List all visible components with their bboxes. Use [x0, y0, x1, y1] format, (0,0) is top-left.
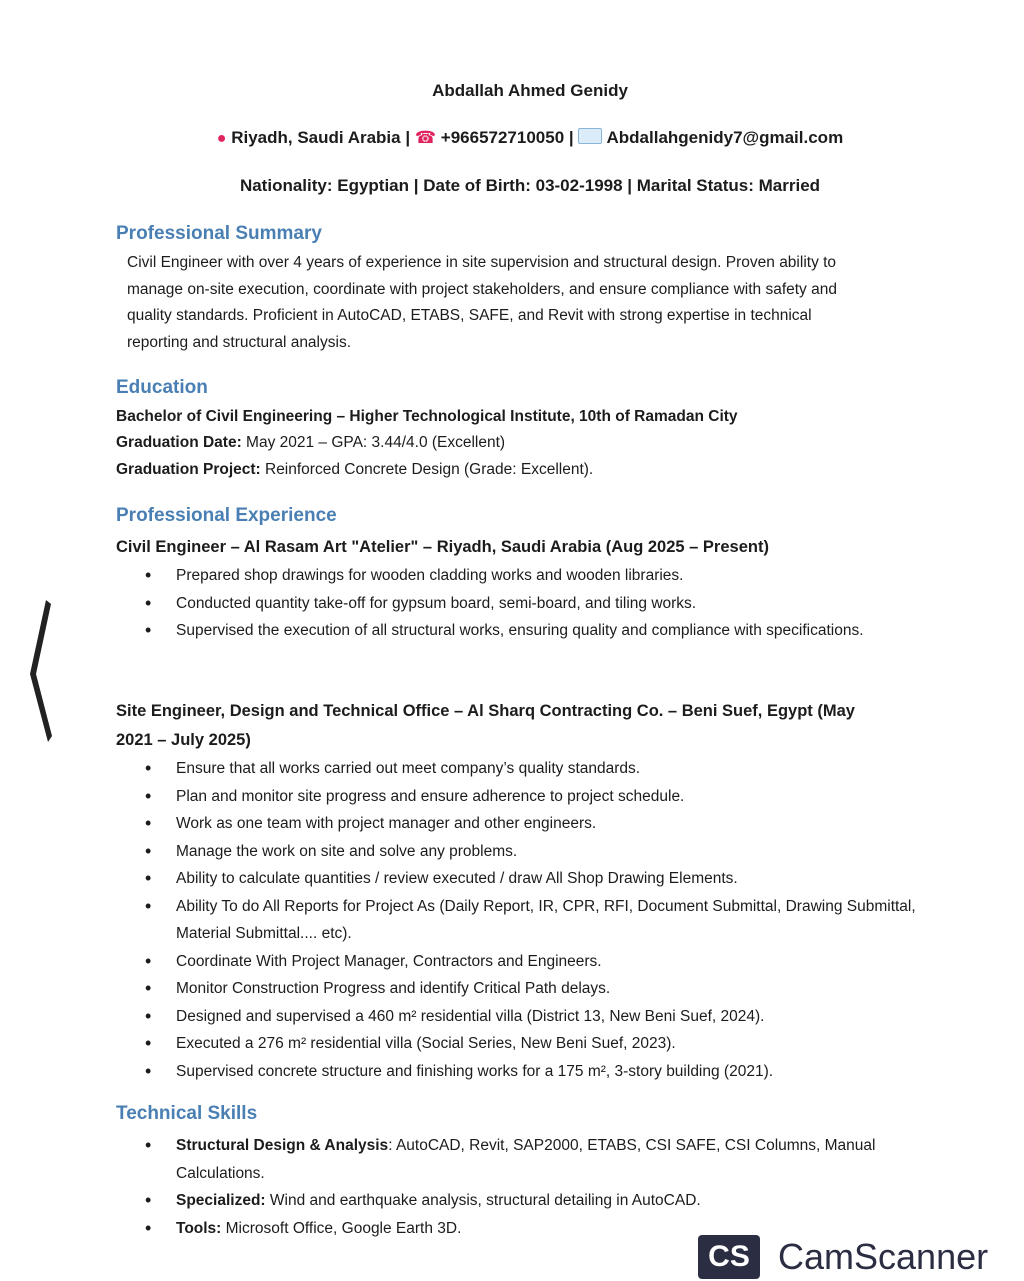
skill-text: Wind and earthquake analysis, structural detailing in AutoCAD. [265, 1192, 701, 1209]
list-item: • Ability To do All Reports for Project As (Daily Report, IR, CPR, RFI, Document Submittal, Drawing Submittal, Material Submittal.... etc). [145, 893, 945, 948]
list-item [145, 1187, 945, 1215]
job-title: Civil Engineer – Al Rasam Art "Atelier" – Riyadh, Saudi Arabia (Aug 2025 – Present) [116, 538, 769, 556]
location-text: Riyadh, Saudi Arabia [231, 128, 401, 147]
summary-line: quality standards. Proficient in AutoCAD, ETABS, SAFE, and Revit with strong expertise in technical [127, 307, 812, 325]
separator: | [405, 128, 411, 147]
graduation-date-line [116, 434, 505, 452]
list-item: • Supervised concrete structure and finishing works for a 175 m², 3-story building (2021). [145, 1058, 945, 1086]
skills-list [145, 1132, 945, 1242]
list-item: • Supervised the execution of all structural works, ensuring quality and compliance with specifications. [145, 617, 945, 645]
list-item: • Work as one team with project manager and other engineers. [145, 810, 945, 838]
job-bullets [145, 562, 945, 645]
skill-label: Specialized: [176, 1192, 266, 1209]
camscanner-watermark [698, 1235, 988, 1279]
experience-heading: Professional Experience [116, 505, 337, 526]
skills-heading: Technical Skills [116, 1103, 258, 1124]
list-item: • Designed and supervised a 460 m² residential villa (District 13, New Beni Suef, 2024). [145, 1003, 945, 1031]
job-title-line: Site Engineer, Design and Technical Office – Al Sharq Contracting Co. – Beni Suef, Egypt (May [116, 702, 855, 720]
list-item: • Manage the work on site and solve any problems. [145, 838, 945, 866]
skill-label: Tools: [176, 1219, 222, 1237]
graduation-project-line [116, 461, 593, 479]
list-item: • Plan and monitor site progress and ensure adherence to project schedule. [145, 783, 945, 811]
separator: | [568, 128, 574, 147]
list-item: • Ability to calculate quantities / review executed / draw All Shop Drawing Elements. [145, 865, 945, 893]
graduation-project-label: Graduation Project: [116, 461, 261, 478]
list-item: • Monitor Construction Progress and identify Critical Path delays. [145, 975, 945, 1003]
summary-paragraph [127, 250, 947, 356]
contact-line [0, 128, 1024, 148]
skill-text: : AutoCAD, Revit, SAP2000, ETABS, CSI SAFE, CSI Columns, Manual Calculations. [176, 1137, 876, 1182]
summary-line: Civil Engineer with over 4 years of experience in site supervision and structural design. Proven ability to [127, 254, 837, 271]
phone-text: +966572710050 [440, 128, 565, 147]
education-heading: Education [116, 377, 208, 398]
camscanner-wordmark: CamScanner [778, 1236, 989, 1277]
degree-line: Bachelor of Civil Engineering – Higher Technological Institute, 10th of Ramadan City [116, 408, 738, 425]
summary-heading: Professional Summary [116, 223, 322, 244]
job-bullets [145, 755, 945, 1085]
location-pin-icon: ● [216, 130, 227, 147]
summary-line: reporting and structural analysis. [127, 333, 352, 351]
camscanner-logo-icon: CS [698, 1235, 760, 1279]
email-link[interactable]: Abdallahgenidy7@gmail.com [606, 128, 844, 147]
job-title-line: 2021 – July 2025) [116, 731, 251, 749]
page-edge-mark-icon [24, 598, 58, 748]
skill-label: Structural Design & Analysis [176, 1137, 389, 1154]
list-item [145, 1132, 945, 1187]
skill-text: Microsoft Office, Google Earth 3D. [221, 1219, 462, 1237]
graduation-date-label: Graduation Date: [116, 434, 242, 451]
list-item: • Coordinate With Project Manager, Contractors and Engineers. [145, 948, 945, 976]
list-item: • Conducted quantity take-off for gypsum board, semi-board, and tiling works. [145, 590, 945, 618]
phone-icon: ☎ [414, 128, 437, 147]
graduation-project-value: Reinforced Concrete Design (Grade: Excellent). [260, 461, 594, 478]
graduation-date-value: May 2021 – GPA: 3.44/4.0 (Excellent) [241, 434, 506, 451]
list-item: • Executed a 276 m² residential villa (Social Series, New Beni Suef, 2023). [145, 1030, 945, 1058]
email-icon [578, 128, 602, 144]
list-item: • Prepared shop drawings for wooden cladding works and wooden libraries. [145, 562, 945, 590]
list-item: • Ensure that all works carried out meet company’s quality standards. [145, 755, 945, 783]
summary-line: manage on-site execution, coordinate with project stakeholders, and ensure compliance with safety and [127, 280, 837, 298]
personal-details: Nationality: Egyptian | Date of Birth: 03-02-1998 | Marital Status: Married [239, 176, 821, 195]
candidate-name: Abdallah Ahmed Genidy [432, 81, 628, 100]
job-title [116, 697, 936, 755]
